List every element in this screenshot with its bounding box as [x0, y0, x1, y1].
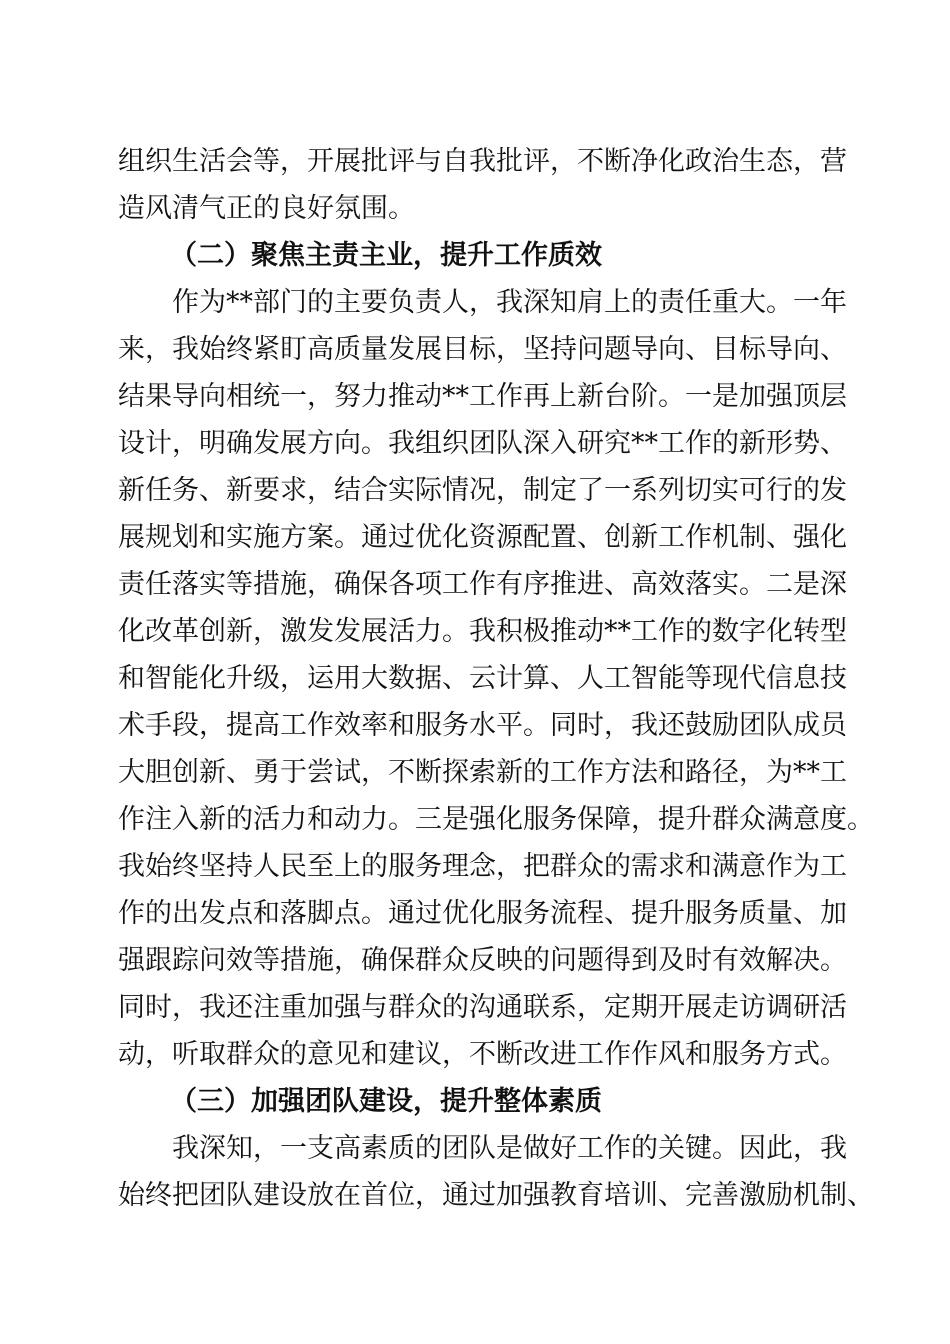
section-heading: （二）聚焦主责主业，提升工作质效 — [170, 240, 602, 271]
paragraph-line: 作的出发点和落脚点。通过优化服务流程、提升服务质量、加 — [118, 898, 847, 929]
paragraph-line: 展规划和实施方案。通过优化资源配置、创新工作机制、强化 — [118, 522, 847, 553]
paragraph-line: 结果导向相统一，努力推动**工作再上新台阶。一是加强顶层 — [118, 381, 847, 412]
paragraph-line: 新任务、新要求，结合实际情况，制定了一系列切实可行的发 — [118, 475, 847, 506]
paragraph-line: 术手段，提高工作效率和服务水平。同时，我还鼓励团队成员 — [118, 710, 847, 741]
paragraph-line: 造风清气正的良好氛围。 — [118, 193, 415, 224]
paragraph-line: 始终把团队建设放在首位，通过加强教育培训、完善激励机制、 — [118, 1180, 874, 1211]
paragraph-line: 和智能化升级，运用大数据、云计算、人工智能等现代信息技 — [118, 663, 847, 694]
paragraph-line: 责任落实等措施，确保各项工作有序推进、高效落实。二是深 — [118, 569, 847, 600]
paragraph-line: 动，听取群众的意见和建议，不断改进工作作风和服务方式。 — [118, 1039, 847, 1070]
paragraph-line: 强跟踪问效等措施，确保群众反映的问题得到及时有效解决。 — [118, 945, 847, 976]
paragraph-line: 我始终坚持人民至上的服务理念，把群众的需求和满意作为工 — [118, 851, 847, 882]
paragraph-line: 大胆创新、勇于尝试，不断探索新的工作方法和路径，为**工 — [118, 757, 847, 788]
paragraph-line: 同时，我还注重加强与群众的沟通联系，定期开展走访调研活 — [118, 992, 847, 1023]
paragraph-line: 来，我始终紧盯高质量发展目标，坚持问题导向、目标导向、 — [118, 334, 847, 365]
paragraph-line: 组织生活会等，开展批评与自我批评，不断净化政治生态，营 — [118, 146, 847, 177]
section-heading: （三）加强团队建设，提升整体素质 — [170, 1086, 602, 1117]
paragraph-line: 作注入新的活力和动力。三是强化服务保障，提升群众满意度。 — [118, 804, 874, 835]
paragraph-line: 化改革创新，激发发展活力。我积极推动**工作的数字化转型 — [118, 616, 847, 647]
paragraph-line: 设计，明确发展方向。我组织团队深入研究**工作的新形势、 — [118, 428, 847, 459]
paragraph-line: 作为**部门的主要负责人，我深知肩上的责任重大。一年 — [172, 287, 847, 318]
paragraph-line: 我深知，一支高素质的团队是做好工作的关键。因此，我 — [172, 1133, 847, 1164]
